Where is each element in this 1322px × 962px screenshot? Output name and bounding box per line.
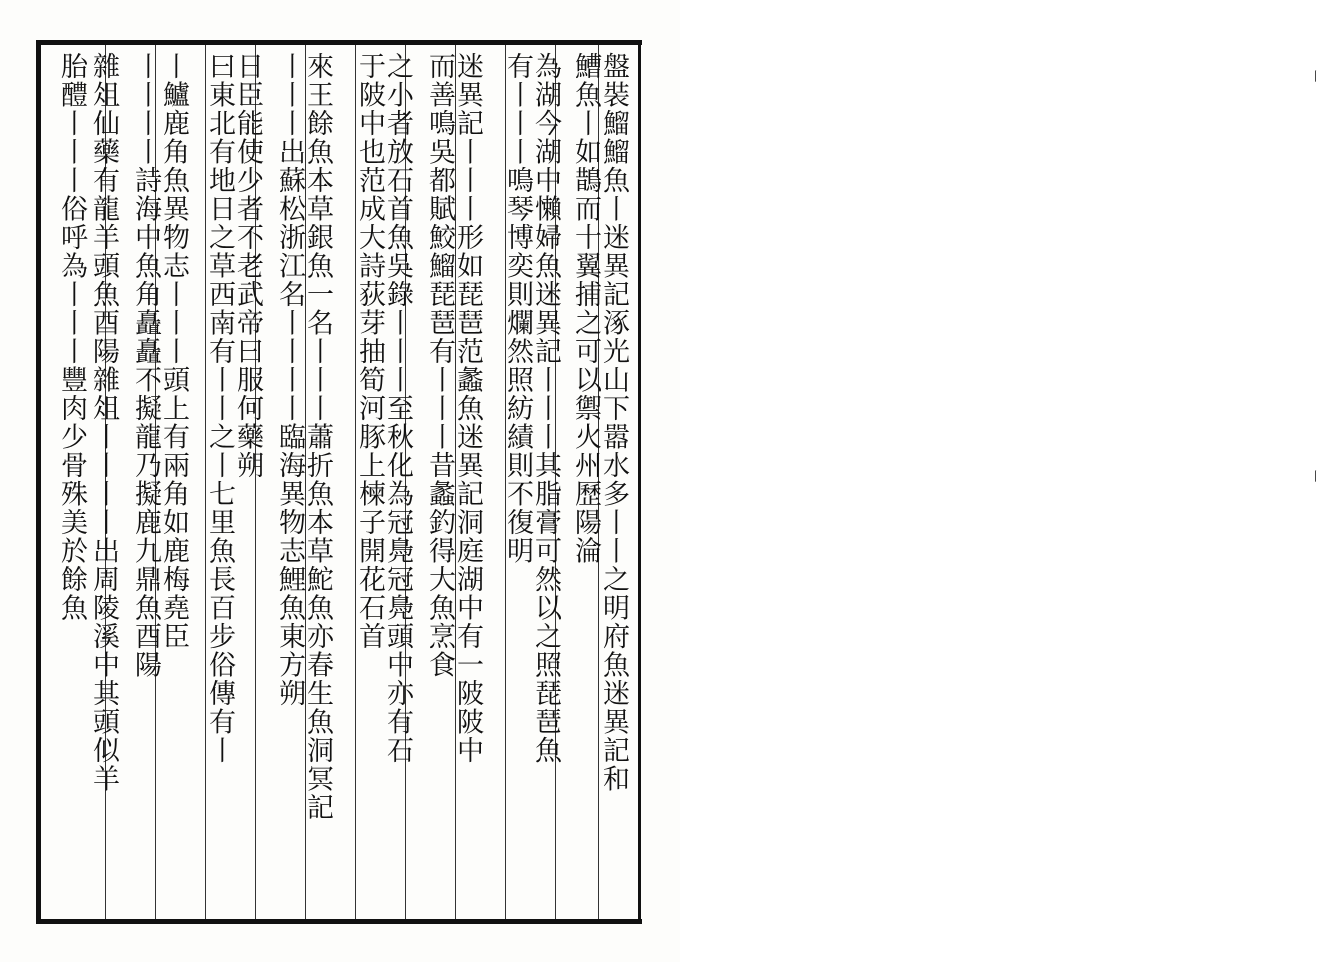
column-text: 盤裝鰡鰡魚丨迷異記涿光山下嚣水多丨丨之明府魚迷異記和 [598, 52, 629, 793]
column-text: 迷異記丨丨丨形如琵琶范蠡魚迷異記洞庭湖中有一陂陂中 [452, 52, 483, 765]
text-column-8 [344, 52, 394, 914]
column-text: 丨鱸鹿角魚異物志丨丨丨頭上有兩角如鹿梅堯臣 [158, 52, 189, 651]
column-text: 為湖今湖中懶婦魚迷異記丨丨丨其脂膏可然以之照琵琶魚 [530, 52, 561, 765]
column-text: 于陂中也范成大詩荻芽抽筍河豚上楝子開花石首 [354, 52, 385, 651]
column-text: 來王餘魚本草銀魚一名丨丨丨蕭折魚本草鮀魚亦春生魚洞冥記 [302, 52, 333, 822]
column-text: 丨丨丨丨詩海中魚角矗矗不擬龍乃擬鹿九鼎魚酉陽 [130, 52, 161, 679]
column-text: 有丨丨丨鳴琴博奕則爛然照紡績則不復明 [502, 52, 533, 565]
column-text: 而善鳴吳都賦鮫鰡琵琶有丨丨丨昔蠡釣得大魚烹食 [424, 52, 455, 679]
page-edge-strip [652, 40, 1322, 924]
frame-top-border [36, 40, 642, 45]
column-text: 鰽魚丨如鵲而十翼捕之可以禦火州歷陽淪 [570, 52, 601, 565]
column-text: 之小者放石首魚吳錄丨丨丨至秋化為冠鳧冠鳧頭中亦有石 [382, 52, 413, 765]
frame-left-border [36, 40, 41, 924]
column-text: 雜俎仙藥有龍羊頭魚酉陽雜俎丨丨丨丨出周陵溪中其頭似羊 [88, 52, 119, 793]
column-text: 曰東北有地日之草西南有丨丨之丨七里魚長百步俗傳有丨 [204, 52, 235, 765]
edge-mark-top: 丨 [1308, 70, 1322, 82]
column-text: 胎醴丨丨丨俗呼為丨丨丨豐肉少骨殊美於餘魚 [56, 52, 87, 622]
text-column-16 [46, 52, 96, 914]
frame-bottom-border [36, 919, 642, 924]
edge-mark-middle: 丨 [1308, 470, 1322, 482]
text-column-4 [492, 52, 542, 914]
column-text: 日臣能使少者不老武帝曰服何藥朔 [232, 52, 263, 480]
text-column-12 [194, 52, 244, 914]
column-text: 丨丨丨出蘇松浙江名丨丨丨丨臨海異物志鯉魚東方朔 [274, 52, 305, 708]
frame-right-border [638, 40, 641, 924]
